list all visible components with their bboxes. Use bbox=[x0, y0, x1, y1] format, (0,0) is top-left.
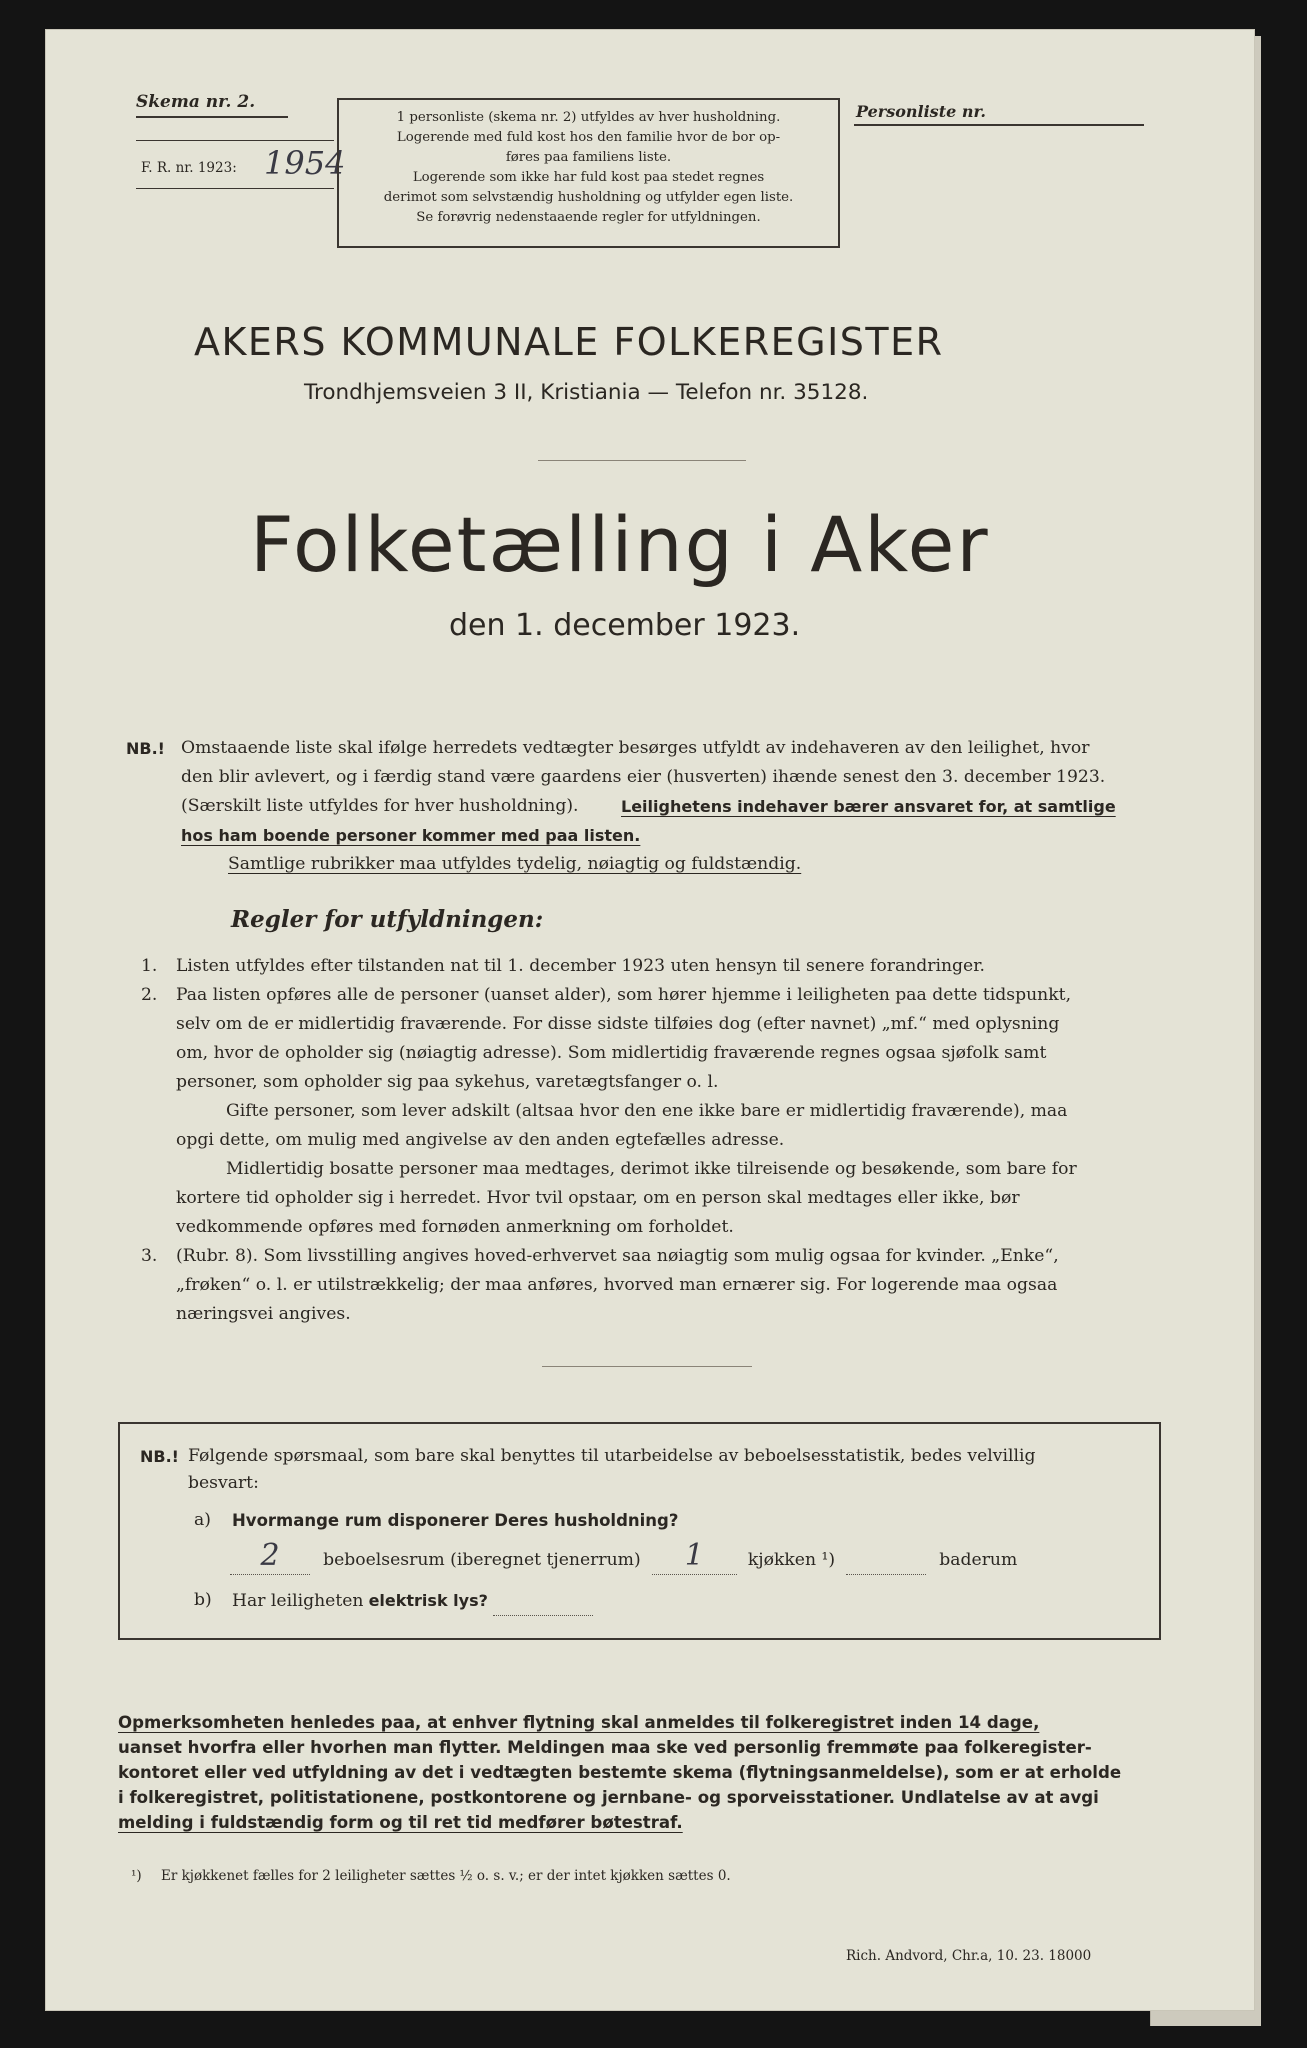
header-rule-left bbox=[136, 140, 334, 141]
question-b-text: Har leiligheten bbox=[232, 1591, 364, 1611]
rule-line: „frøken“ o. l. er utilstrækkelig; der maa anføres, hvorved man ernærer sig. For logerende maa ogsaa bbox=[176, 1275, 1058, 1295]
rule-line: selv om de er midlertidig fraværende. For disse sidste tilføies dog (efter navnet) „mf.“ med oplysning bbox=[176, 1014, 1060, 1034]
question-b-emphasis: elektrisk lys? bbox=[368, 1591, 488, 1610]
census-form-page bbox=[46, 30, 1254, 2010]
rule-line: Gifte personer, som lever adskilt (altsaa hvor den ene ikke bare er midlertidig fraværende), maa bbox=[226, 1101, 1068, 1121]
rooms-value: 2 bbox=[260, 1538, 280, 1573]
notice-text: Opmerksomheten henledes paa, at enhver flytning skal anmeldes til folkeregistret inden 14 dage, bbox=[118, 1713, 1040, 1732]
rooms-field[interactable] bbox=[230, 1538, 310, 1575]
kitchen-label: kjøkken ¹) bbox=[747, 1550, 836, 1570]
question-b-row bbox=[232, 1586, 593, 1616]
rule-line: (Rubr. 8). Som livsstilling angives hoved-erhvervet saa nøiagtig som mulig ogsaa for kvinder. „Enke“, bbox=[176, 1246, 1059, 1266]
rule-line: Paa listen opføres alle de personer (uanset alder), som hører hjemme i leiligheten paa dette tidspunkt, bbox=[176, 985, 1072, 1005]
rule-line: Midlertidig bosatte personer maa medtages, derimot ikke tilreisende og besøkende, som bare for bbox=[226, 1159, 1077, 1179]
info-line: derimot som selvstændig husholdning og utfylder egen liste. bbox=[383, 190, 794, 205]
footnote-mark: ¹) bbox=[131, 1868, 142, 1884]
question-a-text: Hvormange rum disponerer Deres husholdning? bbox=[232, 1511, 679, 1530]
nb-line: (Særskilt liste utfyldes for hver husholdning). bbox=[181, 796, 579, 816]
notice-line: kontoret eller ved utfyldning av det i vedtægten bestemte skema (flytningsanmeldelse), som er at erholde bbox=[118, 1763, 1122, 1782]
skema-label: Skema nr. 2. bbox=[136, 92, 256, 112]
rooms-label: beboelsesrum (iberegnet tjenerrum) bbox=[323, 1550, 641, 1570]
printer-imprint: Rich. Andvord, Chr.a, 10. 23. 18000 bbox=[846, 1948, 1092, 1964]
rule-line: Listen utfyldes efter tilstanden nat til 1. december 1923 uten hensyn til senere forandringer. bbox=[176, 956, 986, 976]
nb-line: den blir avlevert, og i færdig stand være gaardens eier (husverten) ihænde senest den 3. december 1923. bbox=[181, 767, 1106, 787]
rule-line: vedkommende opføres med fornøden anmerkning om forholdet. bbox=[176, 1217, 734, 1237]
rooms-answer-row bbox=[230, 1538, 1130, 1576]
divider bbox=[538, 460, 746, 461]
nb-emphasis: hos ham boende personer kommer med paa listen. bbox=[181, 826, 641, 845]
info-line: 1 personliste (skema nr. 2) utfyldes av hver husholdning. bbox=[396, 110, 781, 125]
rule-number: 2. bbox=[141, 985, 158, 1005]
info-line: Logerende som ikke har fuld kost paa stedet regnes bbox=[412, 170, 765, 185]
household-info-box bbox=[337, 98, 840, 248]
personliste-label: Personliste nr. bbox=[856, 102, 986, 121]
rule-number: 3. bbox=[141, 1246, 158, 1266]
nb-line: Omstaaende liste skal ifølge herredets vedtægter besørges utfyldt av indehaveren av den leilighet, hvor bbox=[181, 738, 1090, 758]
notice-line: i folkeregistret, politistationene, postkontorene og jernbane- og sporveisstationer. Undlatelse av at avgi bbox=[118, 1788, 1099, 1807]
housing-questions-box bbox=[118, 1422, 1161, 1640]
rule-line: kortere tid opholder sig i herredet. Hvor tvil opstaar, om en person skal medtages eller ikke, bør bbox=[176, 1188, 1020, 1208]
nb-emphasis: Leilighetens indehaver bærer ansvaret for, at samtlige bbox=[621, 797, 1116, 816]
fr-number-label: F. R. nr. 1923: bbox=[141, 160, 237, 176]
footnote-text: Er kjøkkenet fælles for 2 leiligheter sættes ½ o. s. v.; er der intet kjøkken sættes 0. bbox=[161, 1868, 731, 1884]
info-line: Se forøvrig nedenstaaende regler for utfyldningen. bbox=[416, 210, 761, 225]
questions-intro: Følgende spørsmaal, som bare skal benyttes til utarbeidelse av beboelsesstatistik, bedes velvillig bbox=[188, 1446, 1036, 1466]
fr-number-value: 1954 bbox=[264, 144, 346, 182]
page-title: Folketælling i Aker bbox=[250, 500, 990, 589]
header-rule-left-2 bbox=[136, 188, 334, 189]
notice-line bbox=[118, 1710, 1039, 1735]
question-a-label: a) bbox=[194, 1510, 211, 1530]
questions-nb-label: NB.! bbox=[140, 1447, 179, 1466]
divider bbox=[542, 1366, 752, 1367]
info-line: Logerende med fuld kost hos den familie hvor de bor op- bbox=[396, 130, 781, 145]
bath-label: baderum bbox=[939, 1550, 1018, 1570]
organization-address: Trondhjemsveien 3 II, Kristiania — Telefon nr. 35128. bbox=[304, 380, 869, 405]
nb-line: Samtlige rubrikker maa utfyldes tydelig, nøiagtig og fuldstændig. bbox=[228, 854, 802, 874]
organization-name: AKERS KOMMUNALE FOLKEREGISTER bbox=[194, 320, 944, 364]
rule-line: opgi dette, om mulig med angivelse av den anden egtefælles adresse. bbox=[176, 1130, 785, 1150]
personliste-line bbox=[854, 124, 1144, 126]
notice-line: uanset hvorfra eller hvorhen man flytter. Meldingen maa ske ved personlig fremmøte paa folkeregister- bbox=[118, 1738, 1092, 1757]
rule-number: 1. bbox=[141, 956, 158, 976]
rule-line: næringsvei angives. bbox=[176, 1304, 351, 1324]
census-date: den 1. december 1923. bbox=[449, 608, 801, 643]
kitchen-value: 1 bbox=[684, 1538, 704, 1573]
nb-label: NB.! bbox=[126, 739, 165, 758]
info-line: føres paa familiens liste. bbox=[505, 150, 672, 165]
notice-line: melding i fuldstændig form og til ret tid medfører bøtestraf. bbox=[118, 1813, 683, 1832]
bath-field[interactable] bbox=[846, 1552, 926, 1575]
questions-intro: besvart: bbox=[188, 1473, 259, 1493]
kitchen-field[interactable] bbox=[652, 1538, 737, 1575]
skema-underline bbox=[136, 116, 288, 118]
electric-light-field[interactable] bbox=[493, 1593, 593, 1616]
question-b-label: b) bbox=[194, 1590, 212, 1610]
rules-heading: Regler for utfyldningen: bbox=[231, 906, 544, 933]
rule-line: om, hvor de opholder sig (nøiagtig adresse). Som midlertidig fraværende regnes ogsaa sjøfolk samt bbox=[176, 1043, 1047, 1063]
rule-line: personer, som opholder sig paa sykehus, varetægtsfanger o. l. bbox=[176, 1072, 719, 1092]
